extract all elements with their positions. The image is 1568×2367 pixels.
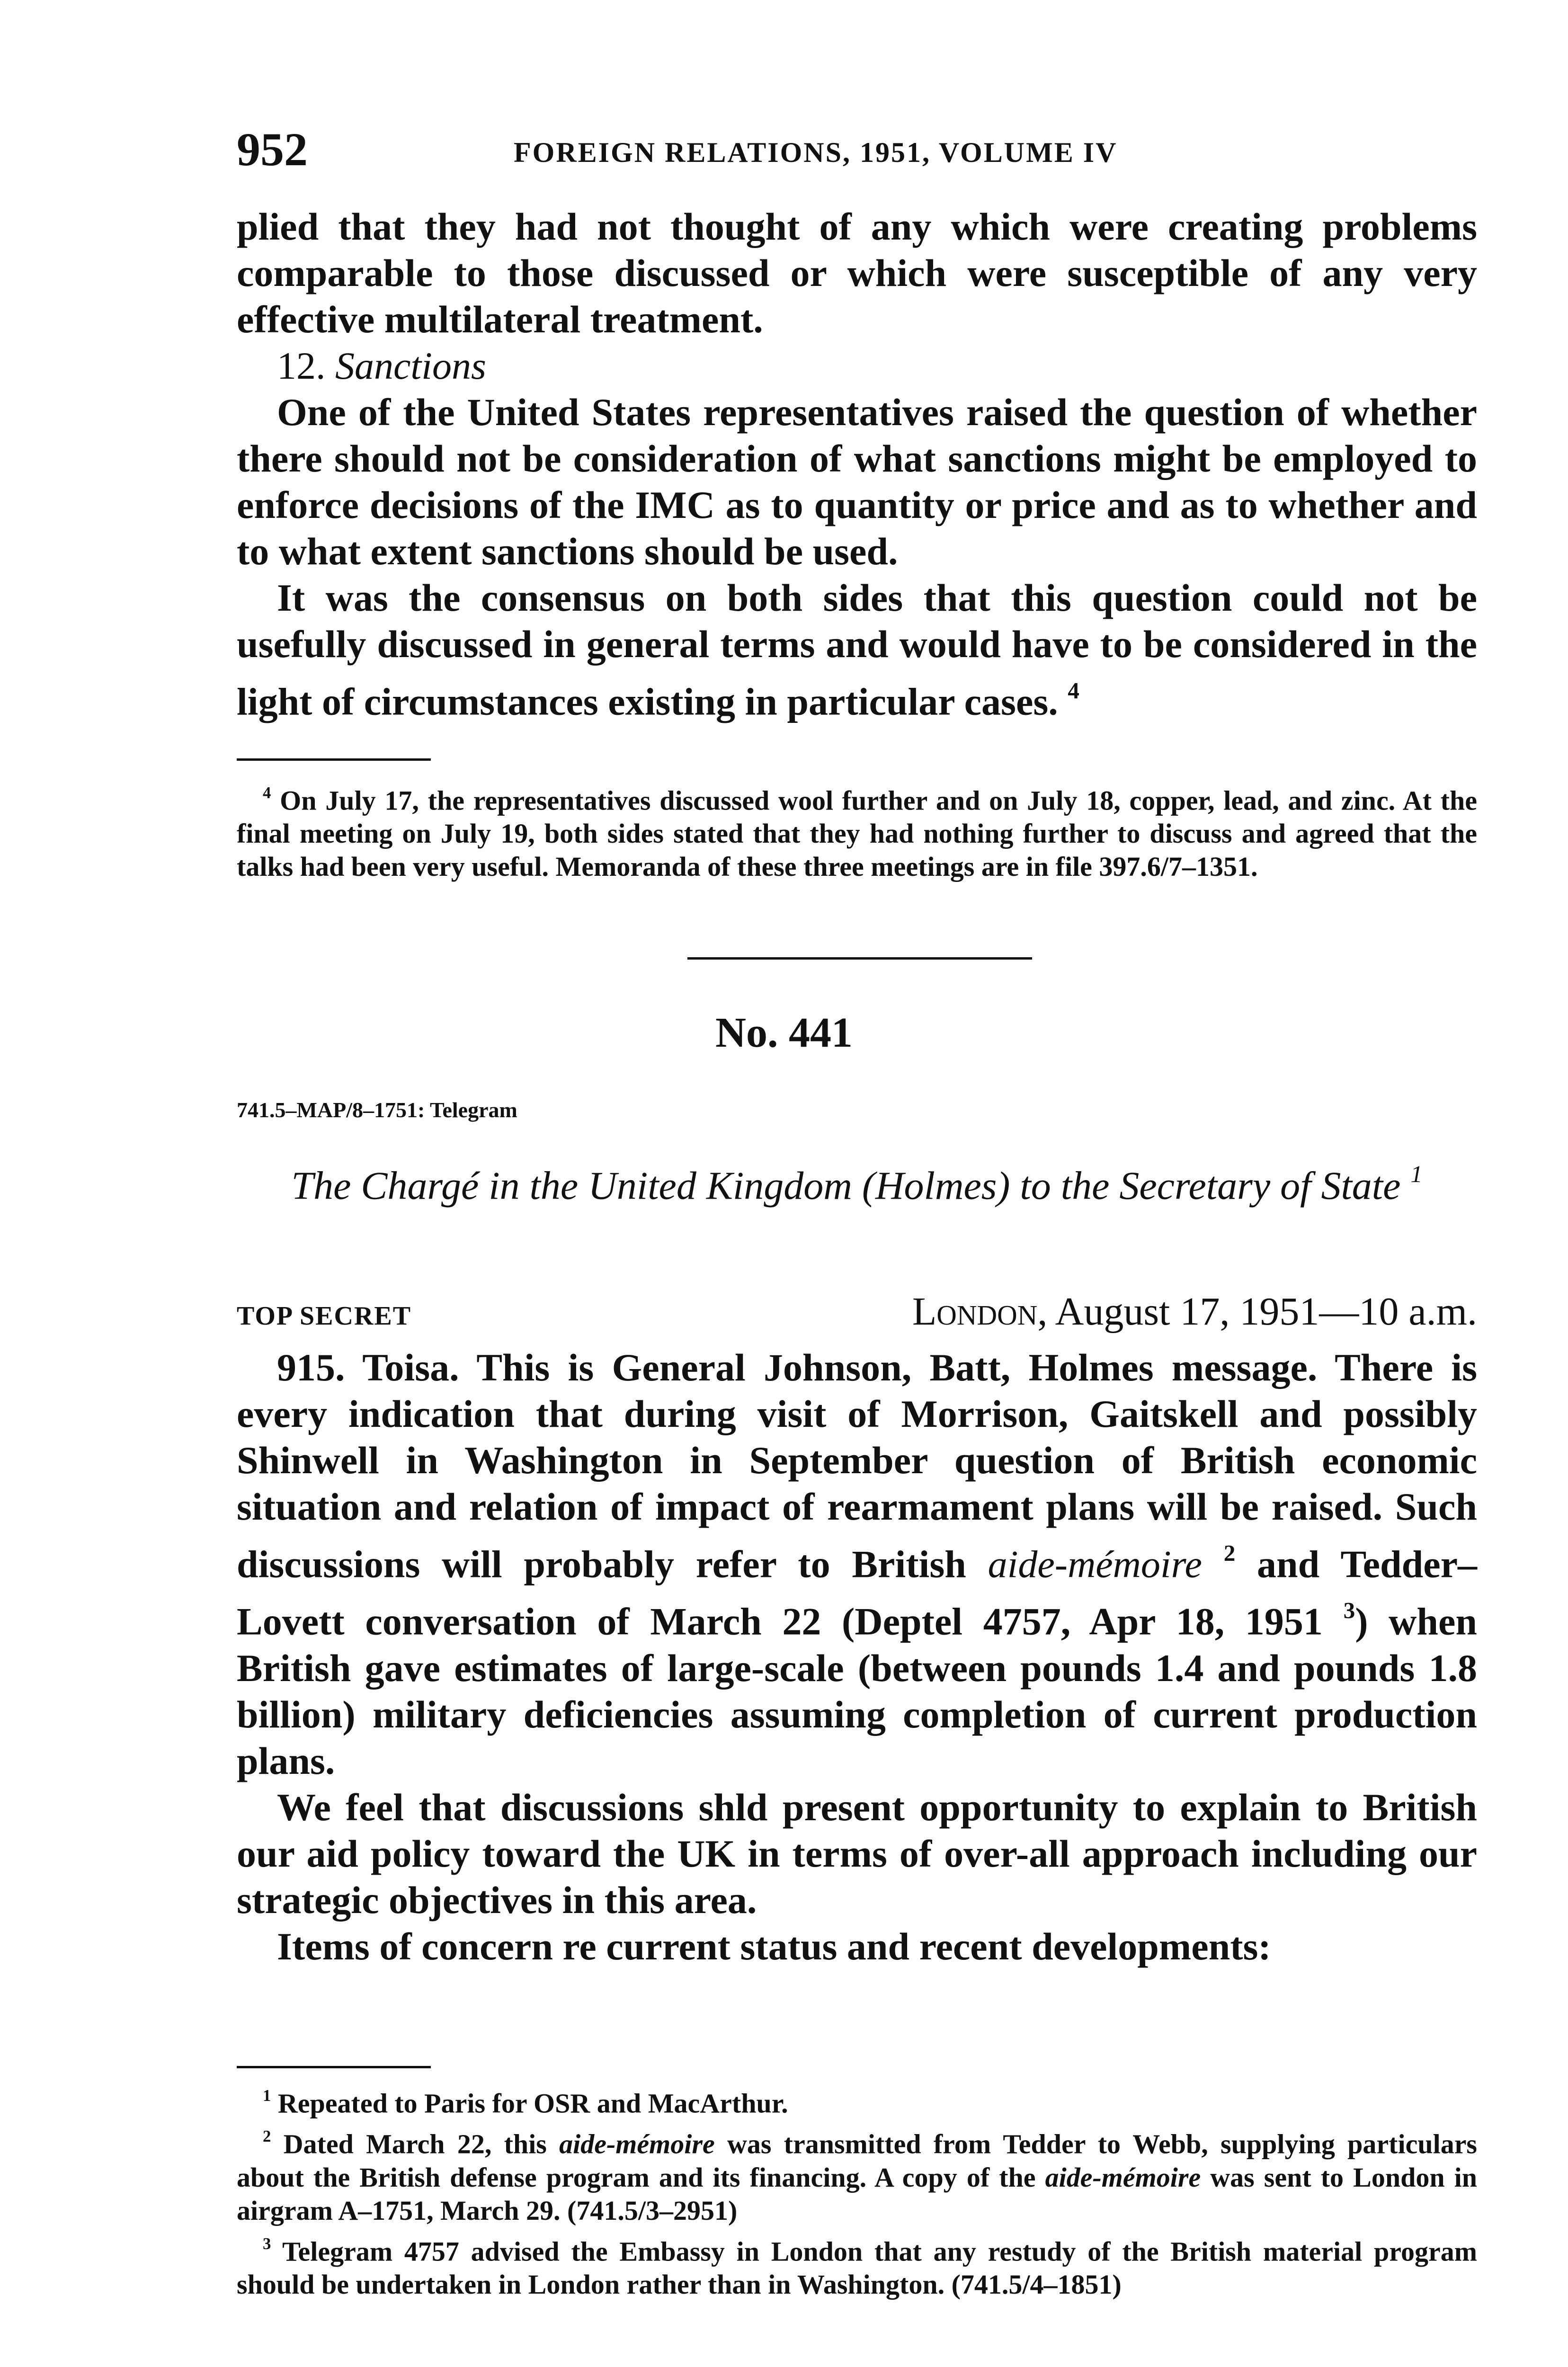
section-title: Sanctions xyxy=(335,344,486,387)
paragraph: plied that they had not thought of any which were creating problems comparable to those discussed or which were susceptible of any very effective multilateral treatment. xyxy=(237,205,1477,341)
dateline-date: , August 17, 1951—10 a.m. xyxy=(1037,1290,1477,1334)
footnote-text xyxy=(237,776,1477,883)
footnote-ref: 4 xyxy=(1068,677,1079,703)
continuation-text xyxy=(237,204,1477,725)
footnote-2 xyxy=(237,2120,1477,2227)
footnote-rule xyxy=(237,2066,431,2068)
footnotes-bottom xyxy=(237,2079,1477,2301)
classification-label: TOP SECRET xyxy=(237,1301,412,1331)
footnote-ref: 1 xyxy=(1410,1161,1423,1187)
dateline xyxy=(912,1289,1477,1335)
page-header xyxy=(237,122,1477,184)
paragraph-text: It was the consensus on both sides that this question could not be usefully discussed in general terms and would have to be considered in the light of circumstances existing in particular cases. xyxy=(237,576,1477,723)
footnote-marker: 1 xyxy=(263,2086,271,2105)
section-number: 12. xyxy=(277,344,326,387)
telegram-text xyxy=(237,1344,1477,1970)
paragraph-text: ) when British gave estimates of large-scale (between pounds 1.4 and pounds 1.8 billion) military deficiencies assuming completion of current production plans. xyxy=(237,1600,1477,1782)
section-heading xyxy=(237,343,1477,389)
dateline-city: London xyxy=(912,1290,1038,1334)
document-title-text: The Chargé in the United Kingdom (Holmes) to the Secretary of State xyxy=(291,1164,1401,1208)
italic-term: aide-mémoire xyxy=(559,2128,715,2160)
paragraph: We feel that discussions shld present opportunity to explain to British our aid policy toward the UK in terms of over-all approach including our strategic objectives in this area. xyxy=(237,1785,1477,1922)
footnote-4 xyxy=(237,776,1477,883)
paragraph xyxy=(237,575,1477,725)
italic-term: aide-mémoire xyxy=(988,1542,1202,1586)
footnote-body: was sent to London in airgram A–1751, March 29. (741.5/3–2951) xyxy=(237,2162,1478,2226)
running-head: FOREIGN RELATIONS, 1951, VOLUME IV xyxy=(514,137,1118,168)
document-title xyxy=(237,1150,1477,1210)
footnote-body: Telegram 4757 advised the Embassy in London that any restudy of the British material program should be undertaken in London rather than in Washington. (741.5/4–1851) xyxy=(237,2236,1478,2300)
paragraph-text: 915. Toisa. This is General Johnson, Batt, Holmes message. There is every indication that during visit of Morrison, Gaitskell and possibly Shinwell in Washington in September question of British economic situation and relation of impact of rearmament plans will be raised. Such discussions will probably refer to British xyxy=(237,1346,1477,1586)
paragraph: Items of concern re current status and recent developments: xyxy=(277,1924,1271,1968)
footnote-body: Dated March 22, this xyxy=(283,2128,547,2160)
footnote-ref: 2 xyxy=(1223,1540,1236,1566)
footnote-body: On July 17, the representatives discussed wool further and on July 18, copper, lead, and zinc. At the final meeting on July 19, both sides stated that they had nothing further to discuss and agreed that the talks had been very useful. Memoranda of these three meetings are in file 397.6/7–1351. xyxy=(237,785,1477,882)
paragraph: One of the United States representatives raised the question of whether there should not be consideration of what sanctions might be employed to enforce decisions of the IMC as to quantity or price and as to whether and to what extent sanctions should be used. xyxy=(237,391,1477,573)
page-number: 952 xyxy=(237,123,308,176)
footnote-marker: 4 xyxy=(263,783,271,802)
file-reference: 741.5–MAP/8–1751: Telegram xyxy=(237,1098,517,1122)
footnote-1 xyxy=(237,2079,1477,2120)
paragraph-text: and Tedder–Lovett conversation of March 22 (Deptel 4757, Apr 18, 1951 xyxy=(237,1542,1478,1643)
footnote-rule xyxy=(237,758,431,761)
footnote-body: Repeated to Paris for OSR and MacArthur. xyxy=(277,2088,788,2119)
footnote-body: was transmitted from Tedder to Webb, supplying particulars about the British defense program and its financing. A copy of the xyxy=(237,2128,1478,2193)
footnote-marker: 3 xyxy=(263,2234,271,2253)
footnote-ref: 3 xyxy=(1343,1597,1355,1624)
footnote-3 xyxy=(237,2227,1477,2301)
italic-term: aide-mémoire xyxy=(1045,2162,1201,2193)
document-number: No. 441 xyxy=(715,1009,853,1056)
footnote-marker: 2 xyxy=(263,2127,271,2146)
paragraph xyxy=(237,1344,1477,1784)
section-divider xyxy=(687,957,1032,960)
